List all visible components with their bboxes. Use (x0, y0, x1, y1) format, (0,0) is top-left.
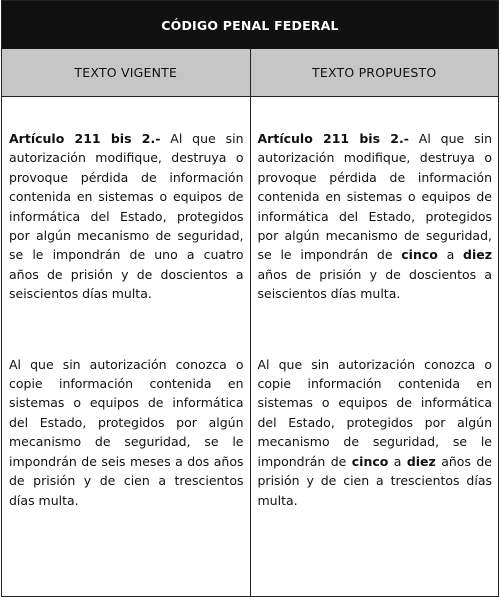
proposed-paragraph-1-text-a: Al que sin autorización modifique, destruya o provoque pérdida de información contenida en sistemas o equipos de informática del Estado, protegidos por algún mecanismo de seguridad, se le impondrán de (257, 131, 493, 263)
current-text-column (2, 97, 250, 597)
proposed-term-max: diez (463, 247, 492, 263)
proposed-paragraph-2-text-a: Al que sin autorización conozca o copie información contenida en sistemas o equipos de informática del Estado, protegidos por algún mecanismo de seguridad, se le impondrán de (257, 356, 492, 469)
document-title: CÓDIGO PENAL FEDERAL (2, 1, 498, 49)
proposed-paragraph-2-text-b: a (388, 453, 407, 469)
proposed-paragraph-1 (258, 129, 493, 304)
proposed-term-min: cinco (401, 247, 438, 263)
comparison-table (1, 0, 499, 597)
proposed-text-column (250, 97, 499, 597)
proposed-paragraph-1-text-b: a (437, 247, 463, 263)
proposed-paragraph-2-text-c: años de prisión y de cien a trescientos días multa. (257, 453, 492, 508)
article-label: Artículo 211 bis 2.- (257, 131, 409, 146)
current-text-header: TEXTO VIGENTE (74, 65, 178, 80)
proposed-text-header: TEXTO PROPUESTO (250, 49, 499, 96)
current-paragraph-1-text: Al que sin autorización modifique, destruya o provoque pérdida de información contenida en sistemas o equipos de informática del Estado, protegidos por algún mecanismo de seguridad, se le impondrán de uno a cuatro años de prisión y de doscientos a seiscientos días multa. (9, 131, 244, 302)
article-label: Artículo 211 bis 2.- (9, 131, 161, 146)
current-paragraph-1 (9, 129, 244, 304)
content-row (2, 97, 498, 597)
proposed-term-min: cinco (351, 453, 389, 469)
current-paragraph-2: Al que sin autorización conozca o copie información contenida en sistemas o equipos de informática del Estado, protegidos por algún mecanismo de seguridad, se le impondrán de seis meses a dos años de prisión y de cien a trescientos días multa. (9, 356, 244, 508)
proposed-paragraph-2 (258, 355, 493, 510)
column-header-row (2, 49, 498, 97)
proposed-paragraph-1-text-c: años de prisión y de doscientos a seiscientos días multa. (257, 266, 492, 302)
proposed-term-max: diez (406, 453, 436, 469)
